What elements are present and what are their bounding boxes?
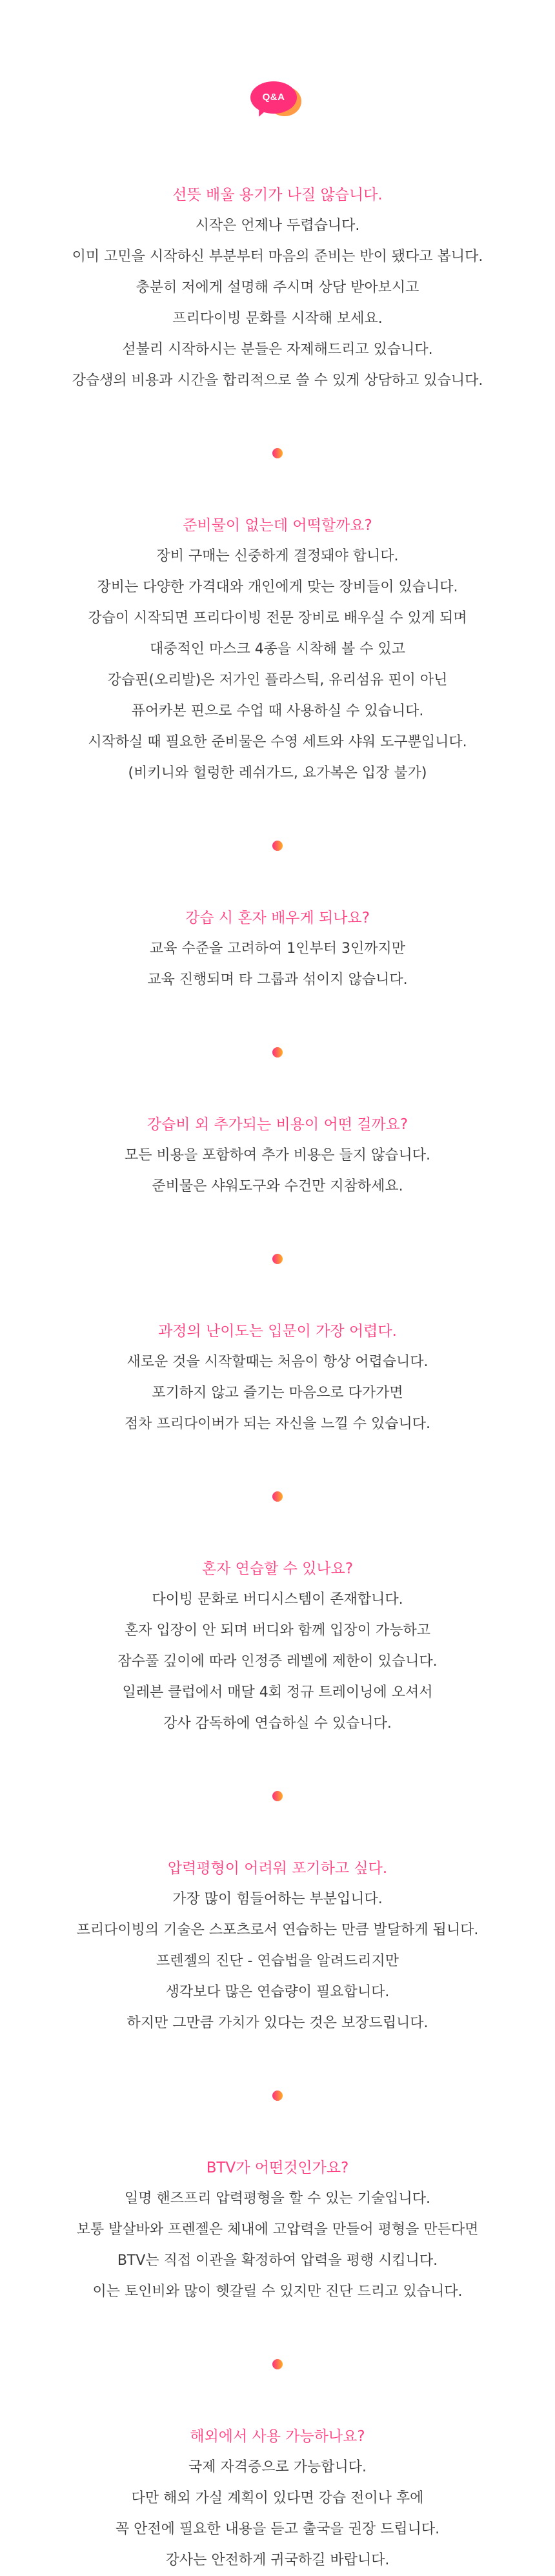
faq-item (0, 2421, 555, 2576)
separator (0, 1202, 555, 1316)
faq-answer-line: 잠수풀 깊이에 따라 인정증 레벨에 제한이 있습니다. (117, 1653, 438, 1670)
faq-answer-line: 섣불리 시작하시는 분들은 자제해드리고 있습니다. (122, 342, 433, 358)
faq-question: 선뜻 배울 용기가 나질 않습니다. (172, 187, 383, 203)
faq-answer-line: 장비는 다양한 가격대와 개인에게 맞는 장비들이 있습니다. (97, 579, 458, 595)
faq-answer-line: 프리다이빙의 기술은 스포츠로서 연습하는 만큼 발달하게 됩니다. (76, 1922, 479, 1938)
faq-answer-line: 다이빙 문화로 버디시스템이 존재합니다. (152, 1591, 403, 1608)
faq-list (0, 179, 555, 2576)
faq-answer-line: 강습생의 비용과 시간을 합리적으로 쓸 수 있게 상담하고 있습니다. (72, 373, 483, 389)
qa-badge-label: Q&A (250, 81, 297, 114)
faq-answer-line: 점차 프리다이버가 되는 자신을 느낄 수 있습니다. (125, 1416, 430, 1432)
faq-item (0, 903, 555, 996)
gradient-dot-icon (272, 448, 283, 458)
gradient-dot-icon (272, 841, 283, 851)
faq-item (0, 510, 555, 789)
faq-answer-line: 하지만 그만큼 가치가 있다는 것은 보장드립니다. (126, 2015, 429, 2031)
faq-answer-line: 퓨어카본 핀으로 수업 때 사용하실 수 있습니다. (131, 703, 424, 719)
separator (0, 2039, 555, 2152)
faq-answer-line: 강사 감독하에 연습하실 수 있습니다. (163, 1715, 392, 1732)
gradient-dot-icon (272, 1491, 283, 1502)
faq-answer-line: 대중적인 마스크 4종을 시착해 볼 수 있고 (150, 641, 405, 657)
faq-answer-line: 다만 해외 가실 계획이 있다면 강습 전이나 후에 (131, 2490, 424, 2506)
faq-answer-line: 교육 수준을 고려하여 1인부터 3인까지만 (150, 941, 405, 957)
separator (0, 2307, 555, 2421)
qa-badge (0, 76, 555, 128)
faq-question: 강습 시 혼자 배우게 되나요? (185, 910, 370, 926)
faq-item (0, 1553, 555, 1739)
faq-answer-line: 혼자 입장이 안 되며 버디와 함께 입장이 가능하고 (125, 1622, 430, 1639)
faq-answer-line: BTV는 직접 이관을 확정하여 압력을 평행 시킵니다. (117, 2253, 438, 2269)
faq-question: 준비물이 없는데 어떡할까요? (183, 517, 372, 534)
faq-answer-line: 일명 핸즈프리 압력평형을 할 수 있는 기술입니다. (125, 2191, 430, 2207)
faq-item (0, 1109, 555, 1202)
faq-answer-line: 이미 고민을 시작하신 부분부터 마음의 준비는 반이 됐다고 봅니다. (72, 249, 483, 265)
gradient-dot-icon (272, 2359, 283, 2369)
faq-answer-line: 꼭 안전에 필요한 내용을 듣고 출국을 권장 드립니다. (115, 2521, 440, 2537)
faq-answer-line: 시작하실 때 필요한 준비물은 수영 세트와 샤워 도구뿐입니다. (88, 734, 467, 750)
gradient-dot-icon (272, 1047, 283, 1058)
separator (0, 1739, 555, 1853)
faq-answer-line: 프렌젤의 진단 - 연습법을 알려드리지만 (156, 1953, 399, 1969)
faq-answer-line: 모든 비용을 포함하여 추가 비용은 들지 않습니다. (125, 1147, 430, 1163)
faq-answer-line: 시작은 언제나 두렵습니다. (195, 218, 360, 234)
gradient-dot-icon (272, 1254, 283, 1264)
faq-answer-line: 생각보다 많은 연습량이 필요합니다. (165, 1984, 390, 2000)
faq-answer-line: 준비물은 샤워도구와 수건만 지참하세요. (152, 1178, 403, 1194)
faq-question: BTV가 어떤것인가요? (206, 2160, 349, 2176)
faq-question: 과정의 난이도는 입문이 가장 어렵다. (158, 1323, 397, 1340)
faq-answer-line: 교육 진행되며 타 그룹과 섞이지 않습니다. (147, 972, 408, 988)
faq-answer-line: 국제 자격증으로 가능합니다. (188, 2459, 367, 2475)
faq-answer-line: 가장 많이 힘들어하는 부분입니다. (172, 1891, 383, 1907)
faq-question: 압력평형이 어려워 포기하고 싶다. (167, 1860, 388, 1877)
faq-answer-line: 강습핀(오리발)은 저가인 플라스틱, 유리섬유 핀이 아닌 (107, 672, 448, 688)
faq-answer-line: 강습이 시작되면 프리다이빙 전문 장비로 배우실 수 있게 되며 (88, 610, 467, 626)
faq-answer-line: 충분히 저에게 설명해 주시며 상담 받아보시고 (136, 280, 419, 296)
faq-answer-line: 프리다이빙 문화를 시작해 보세요. (172, 311, 383, 327)
gradient-dot-icon (272, 1791, 283, 1801)
faq-answer-line: 일레븐 클럽에서 매달 4회 정규 트레이닝에 오셔서 (122, 1684, 433, 1701)
faq-answer-line: 새로운 것을 시작할때는 처음이 항상 어렵습니다. (126, 1354, 429, 1370)
separator (0, 789, 555, 903)
separator (0, 996, 555, 1109)
faq-item (0, 2152, 555, 2307)
faq-question: 강습비 외 추가되는 비용이 어떤 걸까요? (146, 1116, 409, 1133)
faq-answer-line: (비키니와 헐렁한 레쉬가드, 요가복은 입장 불가) (128, 765, 427, 781)
faq-item (0, 1853, 555, 2039)
faq-answer-line: 강사는 안전하게 귀국하길 바랍니다. (165, 2552, 390, 2568)
faq-question: 해외에서 사용 가능하나요? (190, 2428, 365, 2445)
faq-question: 혼자 연습할 수 있나요? (201, 1560, 354, 1577)
faq-answer-line: 장비 구매는 신중하게 결정돼야 합니다. (156, 548, 399, 564)
faq-item (0, 1316, 555, 1440)
separator (0, 1440, 555, 1553)
faq-item (0, 179, 555, 396)
faq-answer-line: 포기하지 않고 즐기는 마음으로 다가가면 (152, 1385, 403, 1401)
faq-answer-line: 보통 발살바와 프렌젤은 체내에 고압력을 만들어 평형을 만든다면 (76, 2222, 479, 2238)
separator (0, 396, 555, 510)
faq-answer-line: 이는 토인비와 많이 헷갈릴 수 있지만 진단 드리고 있습니다. (92, 2284, 463, 2300)
gradient-dot-icon (272, 2090, 283, 2101)
